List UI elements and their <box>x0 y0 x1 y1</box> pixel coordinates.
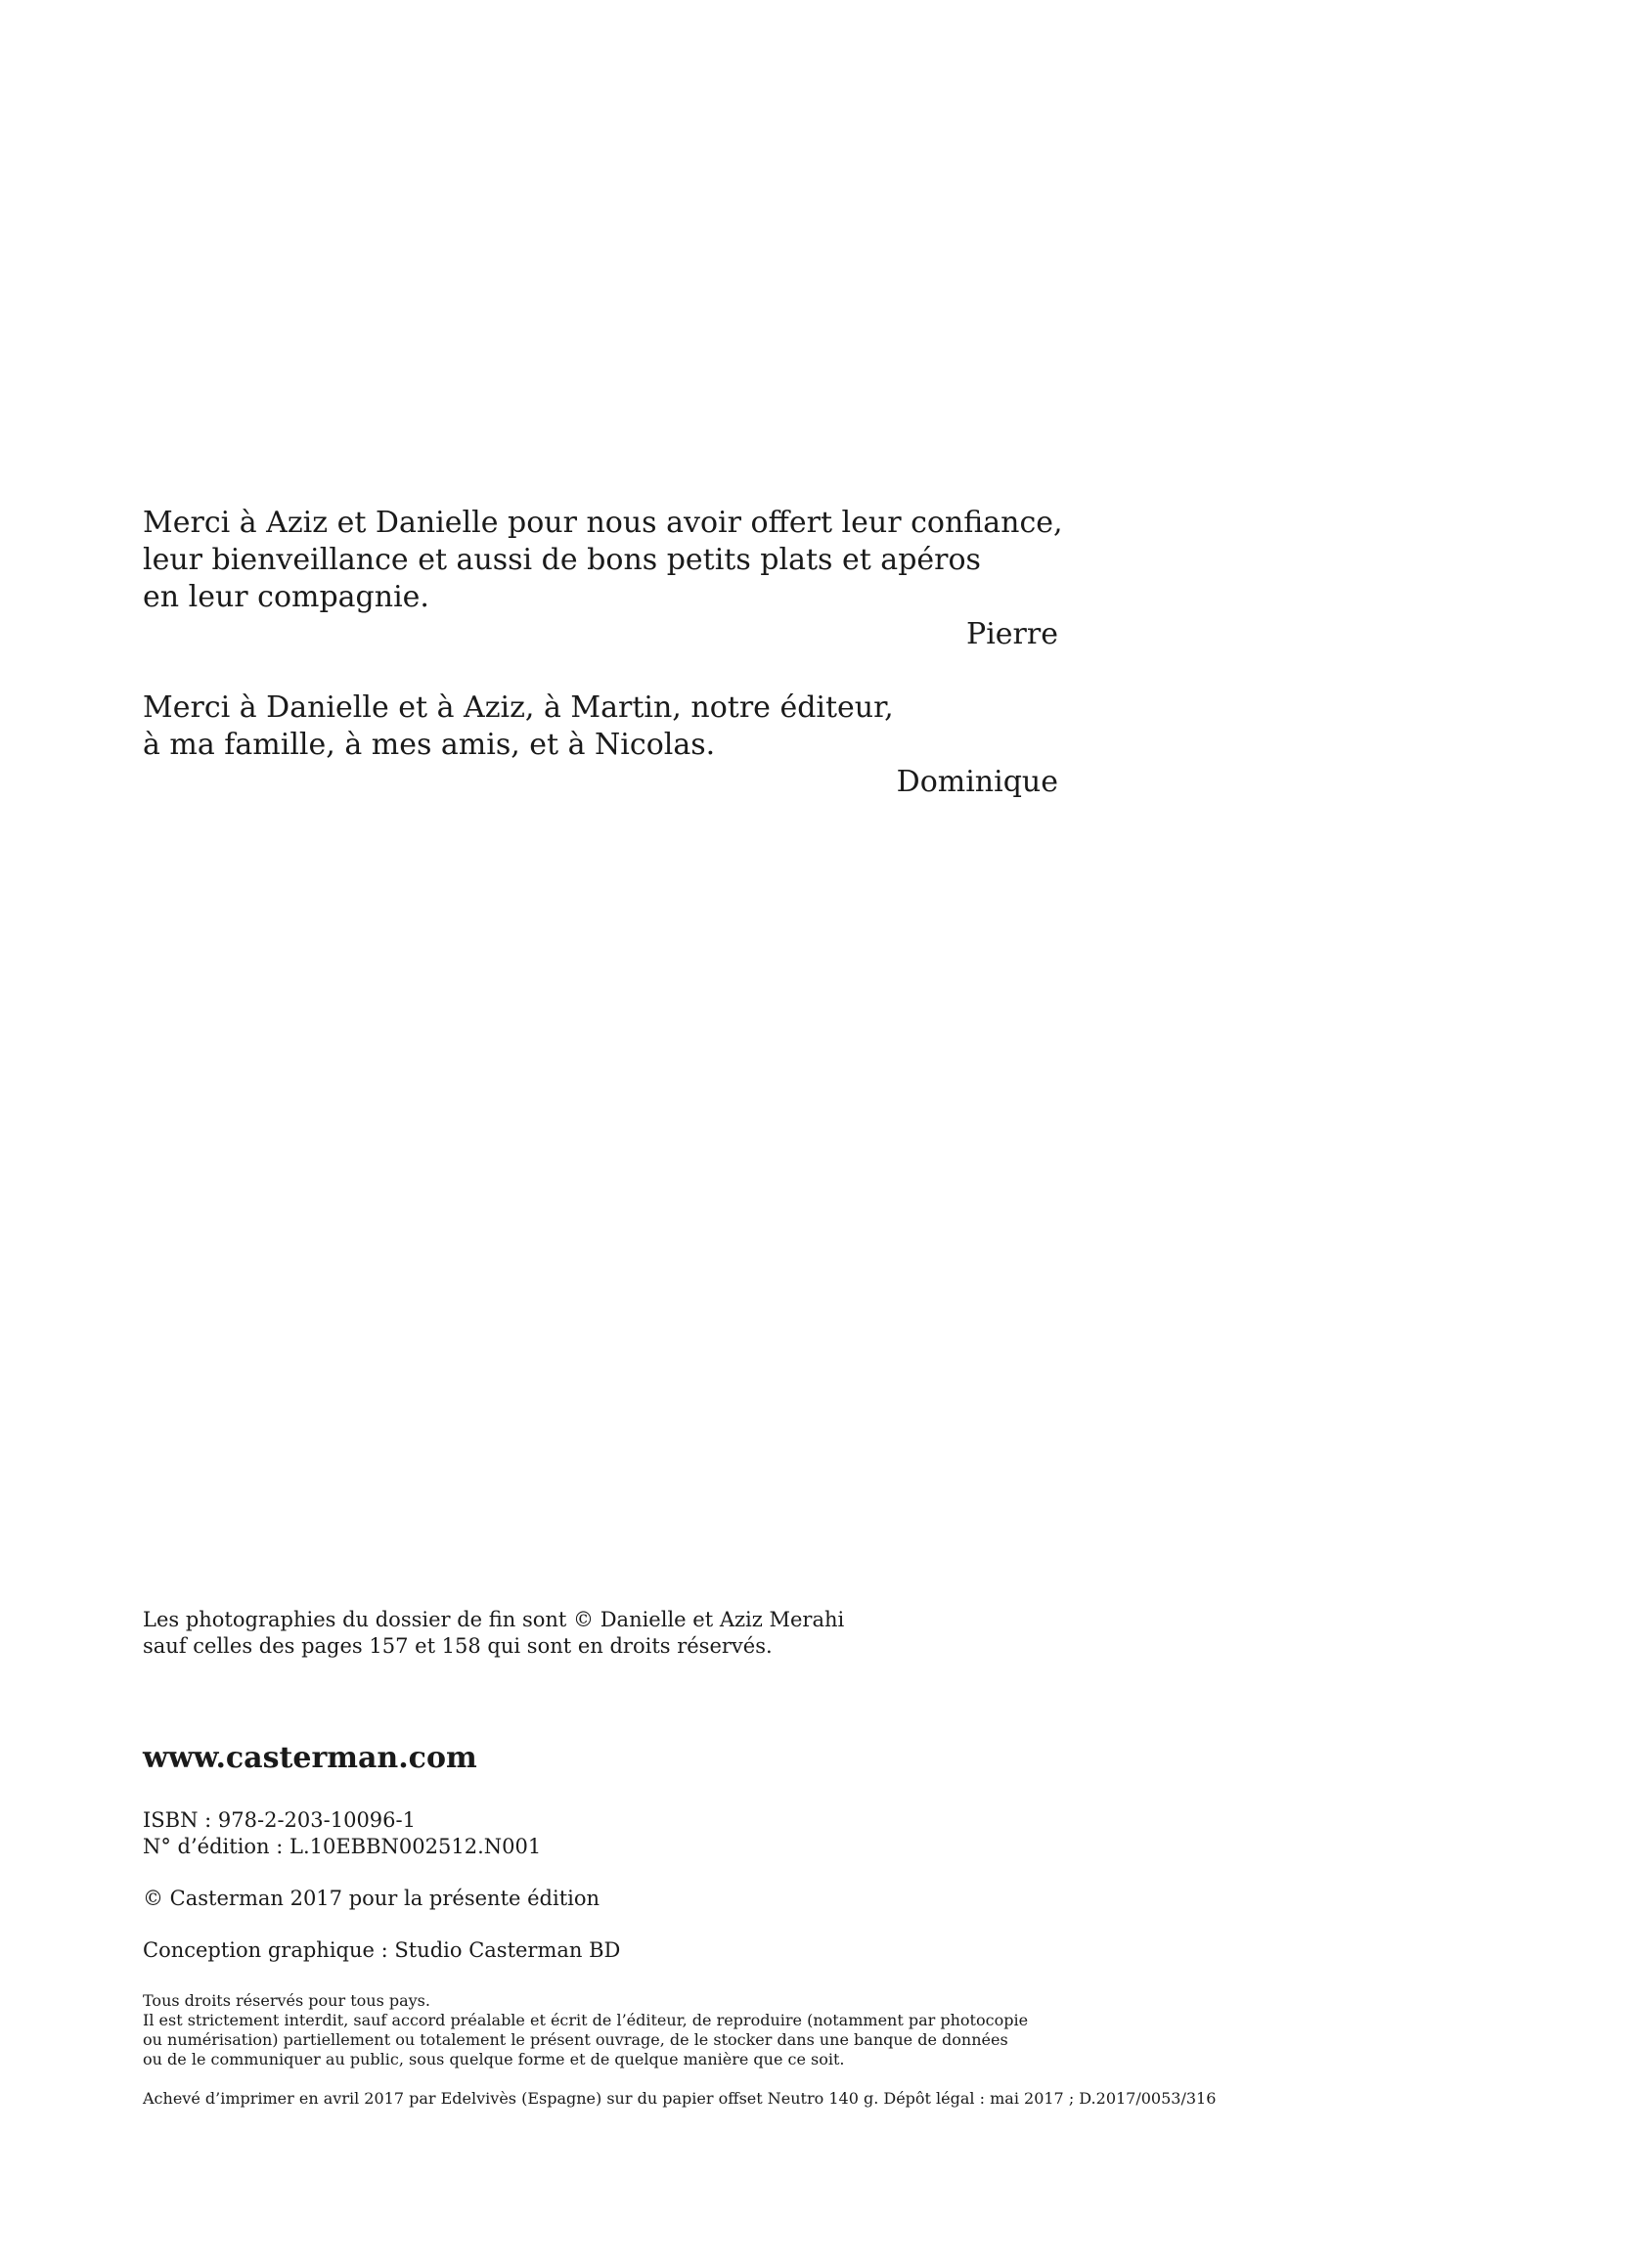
acknowledgement-line: Merci à Danielle et à Aziz, à Martin, notre éditeur, <box>143 690 894 725</box>
rights-line: ou numérisation) partiellement ou totalement le présent ouvrage, de le stocker dans une banque de données <box>143 2030 1008 2049</box>
acknowledgement-line: Merci à Aziz et Danielle pour nous avoir offert leur confiance, <box>143 506 1063 540</box>
acknowledgement-signature: Pierre <box>966 617 1058 651</box>
acknowledgement-signature: Dominique <box>896 765 1058 799</box>
acknowledgement-pierre <box>143 505 1063 653</box>
printing-notice <box>143 2089 1216 2109</box>
acknowledgement-line: en leur compagnie. <box>143 580 429 614</box>
publisher-website: www.casterman.com <box>143 1741 477 1775</box>
rights-line: Tous droits réservés pour tous pays. <box>143 1991 430 2010</box>
rights-line: Il est strictement interdit, sauf accord préalable et écrit de l’éditeur, de reproduire (notamment par photocopie <box>143 2011 1029 2029</box>
rights-line: ou de le communiquer au public, sous quelque forme et de quelque manière que ce soit. <box>143 2050 845 2068</box>
acknowledgement-line: leur bienveillance et aussi de bons petits plats et apéros <box>143 543 981 577</box>
isbn-block <box>143 1807 541 1860</box>
copyright-text: © Casterman 2017 pour la présente édition <box>143 1887 600 1910</box>
edition-number: N° d’édition : L.10EBBN002512.N001 <box>143 1835 542 1858</box>
rights-notice <box>143 1991 1028 2069</box>
acknowledgement-dominique <box>143 689 1058 801</box>
design-credit-text: Conception graphique : Studio Casterman BD <box>143 1938 621 1962</box>
photo-credits <box>143 1607 844 1660</box>
design-credit <box>143 1937 620 1964</box>
copyright-notice <box>143 1886 600 1912</box>
printing-text: Achevé d’imprimer en avril 2017 par Edelvivès (Espagne) sur du papier offset Neutro 140 g. Dépôt légal : mai 2017 ; D.2017/0053/316 <box>143 2089 1217 2108</box>
photo-credits-line: sauf celles des pages 157 et 158 qui sont en droits réservés. <box>143 1634 773 1658</box>
acknowledgement-line: à ma famille, à mes amis, et à Nicolas. <box>143 728 716 762</box>
isbn: ISBN : 978-2-203-10096-1 <box>143 1808 416 1832</box>
photo-credits-line: Les photographies du dossier de fin sont © Danielle et Aziz Merahi <box>143 1608 845 1631</box>
